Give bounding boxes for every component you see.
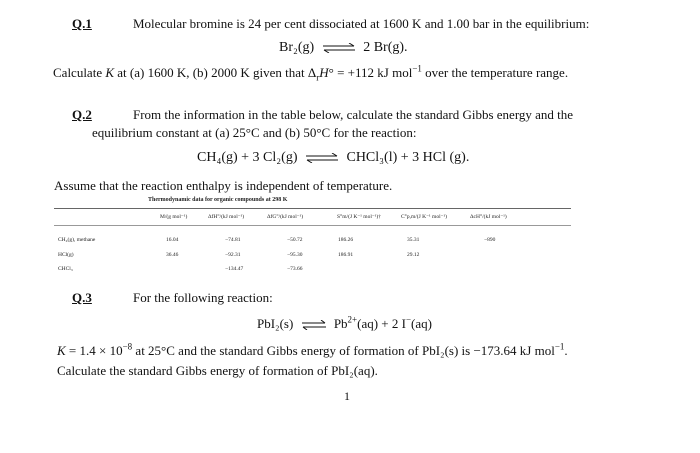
equilibrium-arrow-icon [322,43,356,53]
table-header-enthalpy-formation: ΔfH°/(kJ mol⁻¹) [208,214,245,220]
q3-eq-left: PbI₂(s) [257,316,294,331]
table-cell: 186.26 [338,237,354,243]
table-row-label: CHCl₃ [58,266,73,272]
q2-text-line1: From the information in the table below, calculate the standard Gibbs energy and the [133,107,574,122]
q3-line1: $K = 1.4 \times 10^{-8}$ at 25°C and the standard Gibbs energy of formation of PbI₂(s) is −173.64 kJ mol$^{-1}$. [57,341,568,358]
q2-assumption: Assume that the reaction enthalpy is independent of temperature. [54,178,393,193]
q2-number: Q.2 [72,107,92,122]
table-header-entropy: S°m/(J K⁻¹ mol⁻¹)† [337,214,381,220]
table-cell: −50.72 [287,237,303,243]
page-number: 1 [344,389,350,403]
table-cell: −92.31 [225,252,241,258]
q2-text-line2: equilibrium constant at (a) 25°C and (b) 50°C for the reaction: [92,125,417,140]
table-cell: −890 [484,237,496,243]
q3-number: Q.3 [72,290,92,305]
q3-text: For the following reaction: [133,290,273,305]
table-cell: 29.12 [407,252,420,258]
table-header-molar-mass: M/(g mol⁻¹) [160,214,188,220]
table-cell: −134.47 [225,266,244,272]
q1-eq-left: Br₂(g) [279,40,315,55]
table-row-label: HCl(g) [58,252,74,258]
table-header-gibbs-formation: ΔfG°/(kJ mol⁻¹) [267,214,304,220]
q1-question: Calculate K at (a) 1600 K, (b) 2000 K given that $\Delta_rH^\circ = +112$ kJ mol$^{-1}$ over the temperature range. [53,63,569,83]
table-caption: Thermodynamic data for organic compounds at 298 K [148,197,288,203]
q2-equation [197,150,469,166]
table-row-label: CH₄(g), methane [58,237,96,243]
q3-eq-right: $Pb^{2+}(aq) + 2$ I−(aq) [333,314,432,331]
q3-equation [257,316,432,332]
q2-eq-right: CHCl₃(l) + 3 HCl (g). [346,150,470,165]
q1-equation [279,40,408,56]
q1-number: Q.1 [72,16,92,31]
table-cell: 36.46 [166,252,179,258]
equilibrium-arrow-icon [301,320,327,330]
table-cell: 186.91 [338,252,354,258]
q3-line2: Calculate the standard Gibbs energy of formation of PbI₂(aq). [57,363,378,378]
table-cell: −74.81 [225,237,241,243]
table-cell: −95.30 [287,252,303,258]
q1-eq-right: 2 Br(g). [363,40,408,55]
table-header-heat-capacity: C°p,m/(J K⁻¹ mol⁻¹) [401,214,447,220]
q2-eq-left: CH₄(g) + 3 Cl₂(g) [197,150,298,165]
equilibrium-arrow-icon [305,153,339,163]
table-header-enthalpy-combustion: ΔcH°/(kJ mol⁻¹) [470,214,507,220]
table-cell: 16.04 [166,237,179,243]
q1-text: Molecular bromine is 24 per cent dissociated at 1600 K and 1.00 bar in the equilibrium: [133,16,590,31]
table-top-rule [54,208,571,209]
table-cell: −73.66 [287,266,303,272]
table-header-rule [54,225,571,226]
table-cell: 35.31 [407,237,420,243]
